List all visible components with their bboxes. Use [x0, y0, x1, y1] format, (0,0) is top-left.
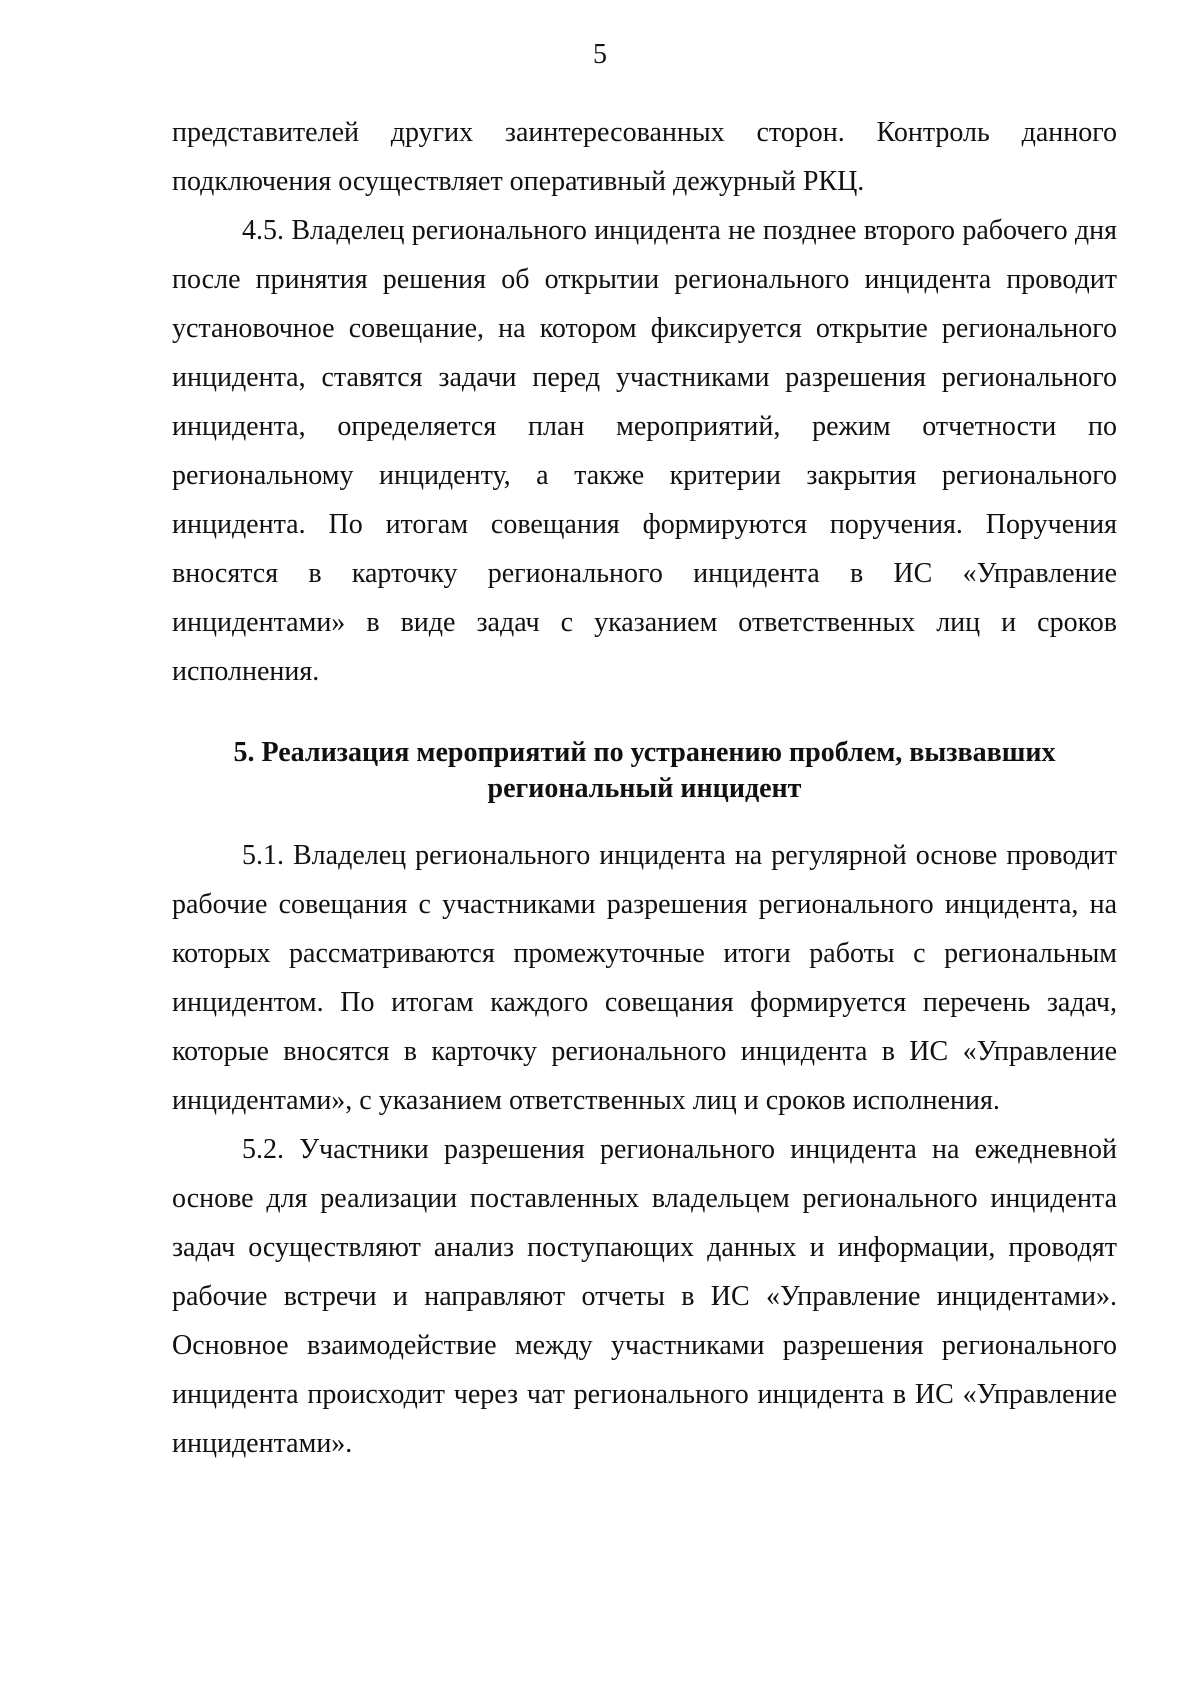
section-heading-line-2: региональный инцидент [487, 773, 802, 804]
text-block-top [172, 108, 1117, 696]
page-number: 5 [593, 39, 607, 70]
paragraph-5-2: 5.2. Участники разрешения регионального инцидента на ежедневной основе для реализации поставленных владельцем регионального инцидента задач осуществляют анализ поступающих данных и информации, проводят рабочие встречи и направляют отчеты в ИС «Управление инцидентами». Основное взаимодействие между участниками разрешения регионального инцидента происходит через чат регионального инцидента в ИС «Управление инцидентами». [172, 1134, 1117, 1459]
paragraph-5-1: 5.1. Владелец регионального инцидента на регулярной основе проводит рабочие совещания с участниками разрешения регионального инцидента, на которых рассматриваются промежуточные итоги работы с региональным инцидентом. По итогам каждого совещания формируется перечень задач, которые вносятся в карточку регионального инцидента в ИС «Управление инцидентами», с указанием ответственных лиц и сроков исполнения. [172, 840, 1117, 1116]
text-block-bottom [172, 831, 1117, 1468]
paragraph-4-5: 4.5. Владелец регионального инцидента не позднее второго рабочего дня после принятия решения об открытии регионального инцидента проводит установочное совещание, на котором фиксируется открытие регионального инцидента, ставятся задачи перед участниками разрешения регионального инцидента, определяется план мероприятий, режим отчетности по региональному инциденту, а также критерии закрытия регионального инцидента. По итогам совещания формируются поручения. Поручения вносятся в карточку регионального инцидента в ИС «Управление инцидентами» в виде задач с указанием ответственных лиц и сроков исполнения. [172, 215, 1117, 687]
section-heading [172, 735, 1117, 807]
paragraph: представителей других заинтересованных сторон. Контроль данного подключения осуществляет оперативный дежурный РКЦ. [172, 117, 1117, 197]
section-heading-line-1: 5. Реализация мероприятий по устранению проблем, вызвавших [233, 737, 1056, 768]
